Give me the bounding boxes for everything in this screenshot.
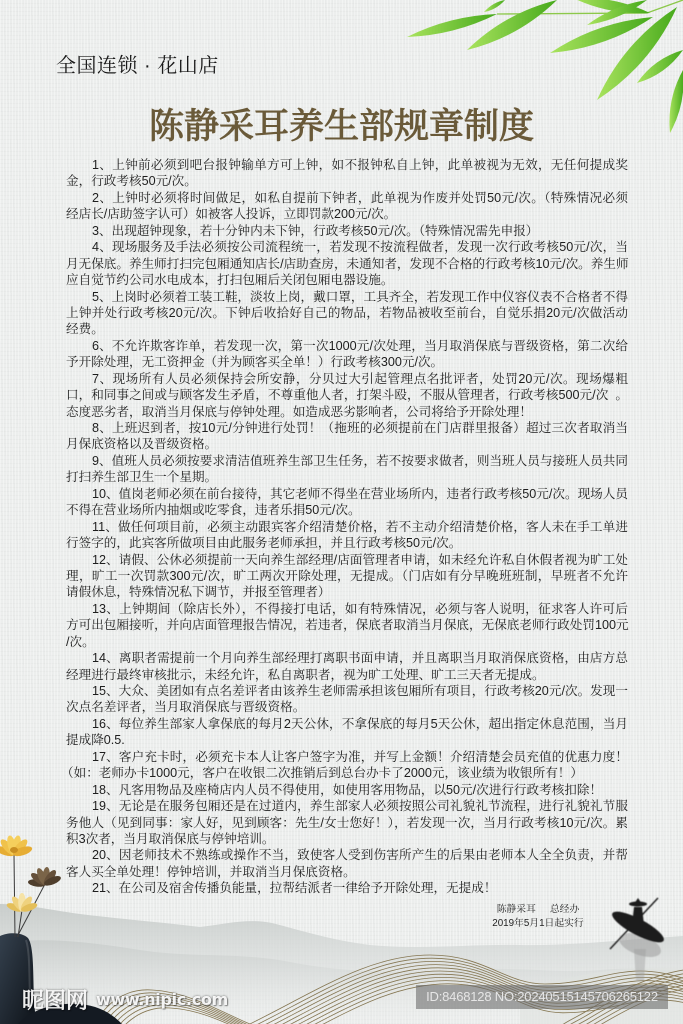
rule-line: 3、出现超钟现象，若十分钟内未下钟，行政考核50元/次。（特殊情况需先申报） <box>92 223 539 238</box>
rule-item-18 <box>66 782 628 798</box>
rule-item-19 <box>66 798 628 847</box>
rule-line: 务他人（见到同事：家人好，见到顾客：先生/女士您好！），若发现一次，当月行政考核10元/次。累 <box>66 815 628 830</box>
rule-line: 应自觉节约公司水电成本，打扫包厢后关闭包厢电器设施。 <box>66 273 394 288</box>
rule-line: 8、上班迟到者，按10元/分钟进行处罚！（拖班的必须提前在门店群里报备）超过三次者取消当 <box>92 421 628 435</box>
rule-line: 14、离职者需提前一个月向养生部经理打离职书面申请，并且离职当月取消保底资格，由店方总 <box>92 651 628 666</box>
signature-issuer: 陈静采耳 <box>496 904 536 915</box>
rule-item-10 <box>66 486 628 519</box>
rule-item-2 <box>66 190 628 223</box>
rule-item-12 <box>66 552 628 601</box>
rule-item-16 <box>66 716 628 749</box>
rule-item-6 <box>66 338 628 371</box>
nipic-logo: 昵图网 <box>22 989 89 1014</box>
rule-item-3 <box>66 223 628 239</box>
fisherman-boat-icon <box>600 893 683 993</box>
rule-line: 18、凡客用物品及座椅店内人员不得使用，如使用客用物品，以50元/次进行行政考核扣除！ <box>92 782 603 797</box>
rule-line: 积3次者，当月取消保底与停钟培训。 <box>66 831 275 846</box>
rule-item-11 <box>66 519 628 552</box>
image-id-badge: ID:8468128 NO:20240515145706265122 <box>416 985 668 1009</box>
rule-line: 予开除处理，无工资押金（并为顾客买全单！）行政考核300元/次。 <box>66 355 444 370</box>
rule-item-20 <box>66 847 628 880</box>
rule-item-4 <box>66 239 628 288</box>
rule-line: 打扫养生部卫生一个星期。 <box>66 470 218 485</box>
rule-line: 月保底资格以及晋级资格。 <box>66 437 218 452</box>
rule-line: 21、在公司及宿舍传播负能量，拉帮结派者一律给予开除处理，无提成！ <box>92 881 497 896</box>
rule-line: 17、客户充卡时，必须充卡本人让客户签字为准，并写上金额！介绍清楚会员充值的优惠力度！ <box>92 749 628 764</box>
rule-item-17 <box>61 749 628 782</box>
nipic-watermark <box>22 984 228 1015</box>
rule-line: 月无保底。养生师打扫完包厢通知店长/店助查房，未通知者，发现不合格的行政考核10元/次。养生师 <box>66 256 629 271</box>
rule-line: 12、请假、公休必须提前一天向养生部经理/店面管理者申请，如未经允许私自休假者视为旷工处 <box>92 552 628 567</box>
rule-item-13 <box>66 601 628 650</box>
rule-line: 上钟并处行政考核20元/次。下钟后收拾好自己的物品，若物品被收至前台，自觉乐捐20元/次做活动 <box>66 305 628 320</box>
rule-item-14 <box>66 650 628 683</box>
rule-line: 请假休息，特殊情况私下调节，并报至管理者） <box>66 585 331 600</box>
rule-line: 态度恶劣者，取消当月保底与停钟处理。如造成恶劣影响者，公司将给予开除处理！ <box>66 404 532 419</box>
rule-line: 金，行政考核50元/次。 <box>66 174 197 189</box>
rule-item-21 <box>66 880 628 896</box>
rule-line: 提成降0.5. <box>66 733 125 748</box>
rules-list <box>61 157 629 897</box>
rule-line: 行签字的，此宾客所做项目由此服务老师承担，并且行政考核50元/次。 <box>66 536 462 551</box>
rule-line: 20、因老师技术不熟练或操作不当，致使客人受到伤害所产生的后果由老师本人全全负责，并帮 <box>92 848 628 863</box>
rule-line: 理，旷工一次罚款300元/次，旷工两次开除处理，无提成。（门店如有分早晚班班制，早班者不允许 <box>66 568 628 583</box>
rule-line: 次点名差评者，当月取消保底与晋级资格。 <box>66 700 306 715</box>
rule-line: 口，和同事之间或与顾客发生矛盾，不尊重他人者，打架斗殴，不服从管理者，行政考核500元/次 。 <box>66 388 628 403</box>
page-title: 陈静采耳养生部规章制度 <box>148 107 534 146</box>
signature-department: 总经办 <box>549 904 580 915</box>
nipic-url: www.nipic.com <box>96 990 229 1009</box>
rule-line: 9、值班人员必须按要求清洁值班养生部卫生任务，若不按要求做者，则当班人员与接班人员共同 <box>92 453 628 468</box>
rule-item-8 <box>66 420 628 453</box>
rule-line: 2、上钟时必须将时间做足，如私自提前下钟者，此单视为作废并处罚50元/次。（特殊情况必须 <box>92 190 628 205</box>
rule-line: 15、大众、美团如有点名差评者由该养生老师需承担该包厢所有项目，行政考核20元/次。发现一 <box>92 684 628 698</box>
rule-line: 5、上岗时必须着工装工鞋，淡妆上岗，戴口罩，工具齐全，若发现工作中仪容仪表不合格者不得 <box>92 289 628 304</box>
rule-item-1 <box>66 157 628 190</box>
rule-item-15 <box>66 683 628 716</box>
rule-line: 不得在营业场所内抽烟或吃零食，违者乐捐50元/次。 <box>66 503 361 518</box>
rule-line: 4、现场服务及手法必须按公司流程统一，若发现不按流程做者，发现一次行政考核50元/次，当 <box>92 240 628 255</box>
rule-line: 6、不允许欺客诈单，若发现一次，第一次1000元/次处理，当月取消保底与晋级资格，第二次给 <box>92 338 628 353</box>
effective-date: 2019年5月1日起实行 <box>492 918 584 929</box>
rule-line: 方可出包厢接听，并向店面管理报告情况，若违者，保底者取消当月保底，无保底老师行政处罚100元 <box>66 618 629 633</box>
rule-line: 7、现场所有人员必须保持会所安静，分贝过大引起管理点名批评者，处罚20元/次。现场爆粗 <box>92 371 628 386</box>
rule-line: 13、上钟期间（除店长外），不得接打电话，如有特殊情况，必须与客人说明，征求客人许可后 <box>92 601 628 616</box>
rule-line: 经理进行最终审核批示，未经允许，私自离职者，视为旷工处理、旷工三天者无提成。 <box>66 667 545 682</box>
rule-line: 1、上钟前必须到吧台报钟输单方可上钟，如不报钟私自上钟，此单被视为无效，无任何提成奖 <box>92 158 628 172</box>
store-label: 全国连锁 · 花山店 <box>56 55 219 77</box>
rule-line: 经费。 <box>66 322 104 337</box>
rule-line: （如：老师办卡1000元，客户在收银二次推销后到总台办卡了2000元，该业绩为收银所有！） <box>61 766 584 781</box>
signature-issuer-line <box>470 903 606 917</box>
signature-block <box>470 903 606 931</box>
rule-item-5 <box>66 289 628 338</box>
rule-item-9 <box>66 453 628 486</box>
rule-line: 客人买全单处理！停钟培训，并取消当月保底资格。 <box>66 864 356 879</box>
rule-item-7 <box>66 371 628 420</box>
rule-line: 19、无论是在服务包厢还是在过道内，养生部家人必须按照公司礼貌礼节流程，进行礼貌礼节服 <box>92 799 628 814</box>
rule-line: /次。 <box>66 634 95 649</box>
rule-line: 16、每位养生部家人拿保底的每月2天公休，不拿保底的每月5天公休，超出指定休息范围，当月 <box>92 716 628 731</box>
rule-line: 11、做任何项目前，必须主动跟宾客介绍清楚价格，若不主动介绍清楚价格，客人未在手工单进 <box>92 519 628 534</box>
rule-line: 经店长/店助签字认可）如被客人投诉，立即罚款200元/次。 <box>66 207 397 222</box>
rule-line: 10、值岗老师必须在前台接待，其它老师不得坐在营业场所内，违者行政考核50元/次。现场人员 <box>92 486 628 501</box>
